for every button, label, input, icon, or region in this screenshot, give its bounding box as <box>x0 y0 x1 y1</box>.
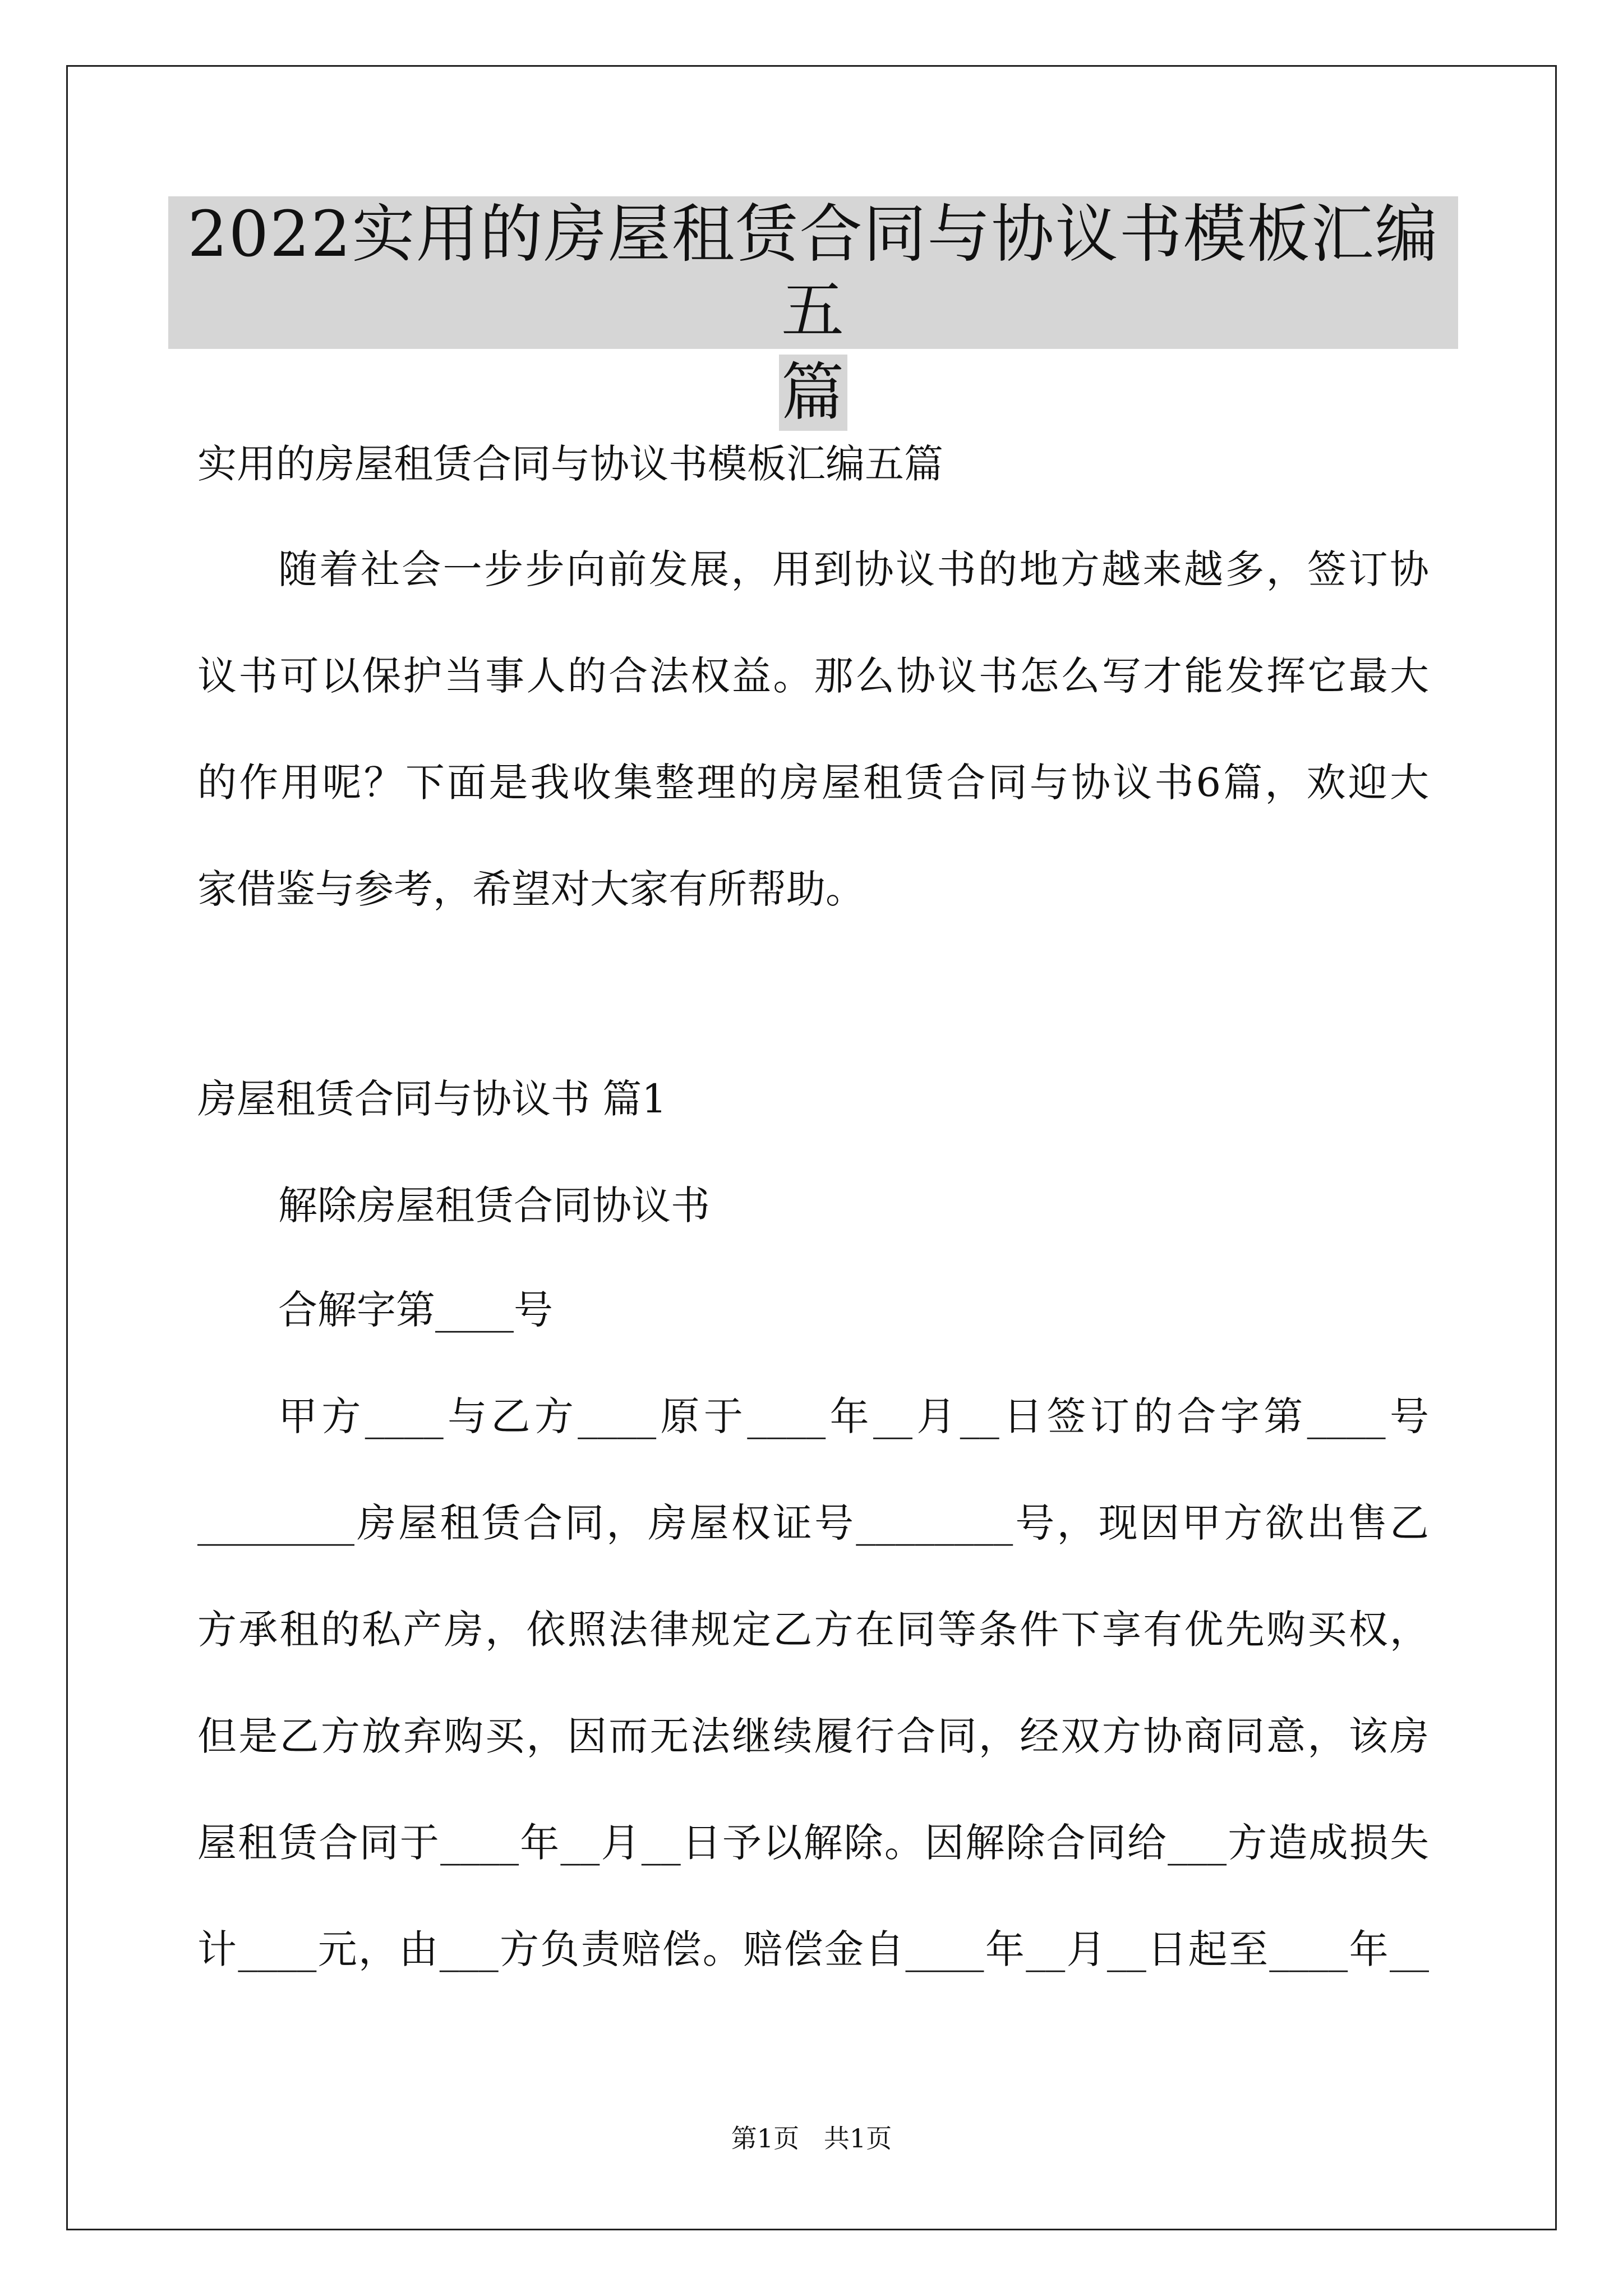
title-line-1: 2022实用的房屋租赁合同与协议书模板汇编五 <box>168 196 1458 349</box>
page-footer: 第1页 共1页 <box>731 2123 892 2154</box>
document-number: 合解字第____号 <box>278 1287 553 1333</box>
intro-line: 议书可以保护当事人的合法权益。那么协议书怎么写才能发挥它最大 <box>197 653 1429 699</box>
body-line: 计____元，由___方负责赔偿。赔偿金自____年__月__日起至____年__ <box>197 1926 1429 1972</box>
section-heading: 房屋租赁合同与协议书 篇1 <box>197 1076 667 1122</box>
document-title <box>168 196 1458 431</box>
agreement-title: 解除房屋租赁合同协议书 <box>278 1182 710 1228</box>
subtitle: 实用的房屋租赁合同与协议书模板汇编五篇 <box>197 441 943 487</box>
title-line-2: 篇 <box>779 355 847 431</box>
intro-line: 随着社会一步步向前发展，用到协议书的地方越来越多，签订协 <box>278 546 1429 592</box>
intro-line: 家借鉴与参考，希望对大家有所帮助。 <box>197 866 865 912</box>
body-line: 屋租赁合同于____年__月__日予以解除。因解除合同给___方造成损失 <box>197 1820 1429 1866</box>
body-line: 甲方____与乙方____原于____年__月__日签订的合字第____号 <box>278 1393 1429 1439</box>
body-line: 方承租的私产房，依照法律规定乙方在同等条件下享有优先购买权， <box>197 1607 1429 1653</box>
intro-line: 的作用呢？下面是我收集整理的房屋租赁合同与协议书6篇，欢迎大 <box>197 760 1429 806</box>
body-line: 但是乙方放弃购买，因而无法继续履行合同，经双方协商同意，该房 <box>197 1713 1429 1759</box>
body-line: ________房屋租赁合同，房屋权证号________号，现因甲方欲出售乙 <box>197 1500 1429 1546</box>
